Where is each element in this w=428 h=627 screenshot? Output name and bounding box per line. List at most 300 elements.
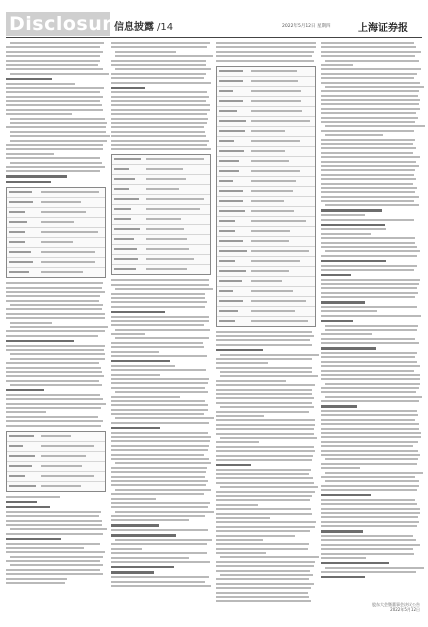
text-line [321, 499, 415, 501]
paragraph-heading [6, 175, 67, 177]
table-cell [146, 238, 187, 240]
table-cell [219, 270, 246, 272]
text-line [10, 556, 103, 558]
table-cell [219, 230, 235, 232]
table-cell [251, 90, 301, 92]
text-line [321, 130, 414, 132]
text-line [321, 454, 420, 456]
table-cell [251, 230, 290, 232]
text-line [6, 51, 103, 53]
text-line [216, 389, 312, 391]
table-cell [219, 180, 233, 182]
table-row [217, 67, 315, 77]
text-line [6, 291, 105, 293]
table-cell [41, 251, 95, 253]
text-line [111, 104, 210, 106]
text-line [216, 473, 309, 475]
paragraph-heading [321, 320, 353, 322]
table-cell [41, 241, 73, 243]
text-line [6, 100, 100, 102]
table-cell [219, 200, 243, 202]
table-cell [219, 250, 247, 252]
text-line [6, 362, 99, 364]
text-line [111, 440, 210, 442]
text-line [111, 284, 209, 286]
text-line [6, 403, 106, 405]
table-cell [9, 475, 25, 477]
table-cell [9, 271, 29, 273]
text-line [111, 581, 205, 583]
text-line [6, 282, 103, 284]
table-cell [219, 260, 235, 262]
text-line [321, 387, 419, 389]
text-line [111, 324, 204, 326]
text-line [111, 60, 206, 62]
table-cell [9, 251, 31, 253]
text-line [111, 82, 211, 84]
text-line [321, 400, 419, 402]
table-cell [9, 465, 32, 467]
text-line [111, 64, 206, 66]
text-line [115, 391, 208, 393]
text-line [321, 508, 420, 510]
table-row [7, 452, 105, 462]
text-line [321, 42, 414, 44]
text-line [111, 342, 203, 344]
text-line [10, 42, 104, 44]
table-row [112, 265, 210, 274]
table-cell [41, 485, 81, 487]
text-line [321, 200, 414, 202]
table-row [7, 472, 105, 482]
text-line [111, 404, 208, 406]
text-line [111, 557, 189, 559]
text-line [321, 553, 414, 555]
text-line [220, 486, 318, 488]
text-line [111, 77, 204, 79]
table-cell [9, 221, 27, 223]
table-cell [251, 80, 298, 82]
table-cell [146, 158, 204, 160]
text-line [10, 131, 106, 133]
text-line [111, 320, 209, 322]
text-line [216, 433, 314, 435]
table-cell [41, 221, 74, 223]
text-column-3 [216, 42, 316, 612]
table-cell [114, 268, 136, 270]
text-line [10, 384, 102, 386]
text-line [6, 547, 84, 549]
table-cell [9, 231, 25, 233]
text-line [216, 504, 258, 506]
text-line [321, 191, 415, 193]
paragraph-heading [321, 494, 371, 496]
table-cell [251, 300, 306, 302]
text-line [111, 346, 204, 348]
text-line [6, 330, 105, 332]
text-line [321, 77, 414, 79]
text-line [6, 569, 100, 571]
text-line [111, 109, 210, 111]
table-cell [219, 80, 243, 82]
text-line [216, 446, 314, 448]
text-line [10, 353, 105, 355]
text-line [111, 458, 209, 460]
text-line [111, 548, 142, 550]
text-line [321, 374, 420, 376]
text-line [220, 354, 319, 356]
table-cell [219, 210, 245, 212]
text-line [216, 548, 308, 550]
table-cell [146, 258, 194, 260]
text-line [111, 454, 204, 456]
page-number: /14 [157, 22, 174, 33]
table-cell [146, 198, 204, 200]
text-line [216, 380, 286, 382]
table-cell [146, 188, 179, 190]
table-cell [251, 170, 300, 172]
paragraph-heading [111, 311, 165, 313]
table-cell [146, 228, 184, 230]
table-cell [9, 455, 35, 457]
text-line [10, 358, 105, 360]
table-row [112, 205, 210, 215]
paragraph-heading [6, 501, 37, 503]
text-line [6, 511, 101, 513]
footer-line-1: 股东大会暨董事会决议公告 [372, 602, 420, 607]
table-cell [251, 270, 289, 272]
text-line [111, 46, 207, 48]
text-line [216, 411, 309, 413]
paragraph-heading [321, 562, 389, 564]
text-line [111, 148, 211, 150]
table-cell [114, 238, 134, 240]
text-line [321, 512, 420, 514]
table-cell [251, 100, 301, 102]
table-cell [251, 320, 308, 322]
text-line [6, 287, 102, 289]
text-line [321, 165, 419, 167]
text-line [111, 484, 206, 486]
text-line [6, 420, 103, 422]
table-row [7, 188, 105, 198]
table-row [217, 257, 315, 267]
text-line [111, 118, 208, 120]
text-line [321, 441, 418, 443]
disclosure-table [6, 187, 106, 278]
paragraph-heading [6, 181, 51, 183]
text-line [111, 279, 209, 281]
masthead [0, 0, 428, 36]
table-row [217, 217, 315, 227]
text-line [111, 400, 205, 402]
text-line [6, 308, 102, 310]
table-row [217, 157, 315, 167]
text-line [111, 576, 209, 578]
table-row [217, 137, 315, 147]
table-cell [251, 210, 294, 212]
text-line [216, 415, 264, 417]
text-line [6, 425, 101, 427]
table-cell [219, 140, 234, 142]
text-line [321, 55, 415, 57]
paragraph-heading [111, 427, 160, 429]
text-line [325, 567, 424, 569]
text-line [111, 113, 207, 115]
text-line [216, 521, 316, 523]
table-cell [114, 218, 131, 220]
paragraph-heading [111, 360, 170, 362]
text-line [111, 396, 180, 398]
table-row [217, 77, 315, 87]
text-line [216, 477, 313, 479]
text-line [111, 543, 207, 545]
text-line [6, 367, 101, 369]
table-row [217, 207, 315, 217]
text-line [111, 413, 204, 415]
text-line [321, 410, 417, 412]
text-line [321, 544, 420, 546]
table-cell [114, 178, 135, 180]
text-line [216, 491, 315, 493]
text-line [321, 152, 413, 154]
text-line [216, 455, 313, 457]
text-line [325, 325, 418, 327]
text-line [321, 557, 366, 559]
text-line [111, 382, 208, 384]
text-line [6, 582, 65, 584]
text-line [325, 396, 422, 398]
table-row [217, 267, 315, 277]
table-cell [146, 178, 186, 180]
table-cell [41, 435, 71, 437]
text-line [111, 374, 160, 376]
text-line [321, 467, 360, 469]
section-title-text: 信息披露 [114, 22, 154, 33]
text-line [321, 378, 420, 380]
paragraph-heading [6, 506, 50, 508]
text-line [216, 339, 310, 341]
text-line [115, 288, 213, 290]
table-cell [219, 90, 233, 92]
text-line [10, 118, 105, 120]
table-row [7, 248, 105, 258]
text-line [321, 356, 415, 358]
table-row [112, 235, 210, 245]
table-row [112, 255, 210, 265]
text-line [111, 91, 207, 93]
table-row [217, 247, 315, 257]
text-line [321, 68, 421, 70]
table-cell [9, 211, 25, 213]
text-column-4 [321, 42, 421, 612]
text-line [216, 419, 315, 421]
paragraph-heading [6, 340, 74, 342]
table-cell [251, 240, 289, 242]
table-cell [251, 250, 309, 252]
text-line [220, 574, 313, 576]
text-line [111, 369, 206, 371]
text-line [321, 539, 416, 541]
text-line [6, 157, 100, 159]
paragraph-heading [111, 571, 154, 573]
text-line [321, 445, 413, 447]
paragraph-heading [111, 87, 145, 89]
text-line [10, 122, 107, 124]
text-line [321, 352, 417, 354]
table-row [7, 268, 105, 277]
text-line [111, 432, 208, 434]
text-line [10, 564, 103, 566]
text-line [321, 187, 417, 189]
table-row [217, 117, 315, 127]
table-row [112, 155, 210, 165]
paragraph-heading [6, 78, 52, 80]
table-row [112, 165, 210, 175]
table-cell [41, 211, 86, 213]
text-line [111, 519, 189, 521]
text-line [111, 96, 209, 98]
text-line [115, 511, 214, 513]
table-cell [219, 120, 246, 122]
table-cell [219, 110, 237, 112]
text-line [321, 489, 417, 491]
text-line [321, 287, 417, 289]
text-line [321, 310, 377, 312]
table-cell [251, 160, 289, 162]
text-line [325, 60, 419, 62]
table-cell [9, 445, 23, 447]
text-line [6, 573, 103, 575]
text-line [111, 467, 207, 469]
text-line [6, 394, 100, 396]
table-row [112, 245, 210, 255]
text-line [10, 162, 102, 164]
text-line [321, 73, 417, 75]
text-line [111, 378, 209, 380]
text-line [115, 329, 210, 331]
paragraph-heading [321, 209, 382, 211]
table-cell [251, 180, 296, 182]
text-line [321, 370, 414, 372]
text-line [115, 489, 211, 491]
text-line [6, 335, 98, 337]
text-line [321, 279, 420, 281]
text-line [6, 46, 100, 48]
text-line [216, 469, 311, 471]
text-line [111, 502, 210, 504]
paragraph-heading [321, 301, 365, 303]
text-line [111, 293, 205, 295]
text-line [220, 406, 314, 408]
table-cell [41, 271, 83, 273]
table-cell [251, 310, 295, 312]
text-line [321, 117, 418, 119]
text-line [216, 335, 314, 337]
text-line [220, 375, 318, 377]
text-line [111, 409, 208, 411]
disclosure-table [111, 154, 211, 275]
text-line [6, 416, 98, 418]
paragraph-heading [321, 224, 385, 226]
table-cell [251, 260, 300, 262]
table-cell [219, 160, 239, 162]
text-line [216, 384, 315, 386]
text-line [6, 300, 99, 302]
text-line [325, 125, 425, 127]
text-line [321, 64, 353, 66]
text-line [321, 503, 417, 505]
table-row [217, 147, 315, 157]
text-line [6, 109, 103, 111]
text-line [216, 526, 315, 528]
text-line [321, 174, 414, 176]
text-line [216, 561, 315, 563]
text-line [325, 250, 420, 252]
text-line [111, 131, 205, 133]
text-line [216, 513, 312, 515]
text-line [10, 135, 110, 137]
table-cell [114, 248, 137, 250]
table-cell [41, 445, 94, 447]
text-line [321, 548, 413, 550]
table-cell [146, 218, 181, 220]
text-line [321, 391, 416, 393]
text-line [220, 371, 312, 373]
paragraph-heading [321, 405, 357, 407]
text-line [216, 60, 314, 62]
paragraph-heading [111, 524, 159, 526]
text-line [6, 313, 105, 315]
text-line [321, 139, 415, 141]
paragraph-heading [321, 274, 351, 276]
text-line [6, 295, 100, 297]
text-line [6, 87, 104, 89]
table-row [7, 432, 105, 442]
text-line [321, 521, 419, 523]
text-line [216, 535, 295, 537]
text-line [6, 578, 67, 580]
text-line [321, 283, 419, 285]
paragraph-heading [216, 464, 251, 466]
text-line [325, 480, 419, 482]
text-line [216, 402, 312, 404]
text-line [6, 144, 103, 146]
text-line [111, 387, 205, 389]
table-cell [41, 465, 82, 467]
table-cell [146, 208, 200, 210]
table-row [112, 175, 210, 185]
text-line [111, 480, 208, 482]
table-cell [41, 475, 94, 477]
table-row [217, 307, 315, 317]
text-line [6, 496, 60, 498]
text-line [6, 148, 103, 150]
text-line [321, 361, 417, 363]
text-line [321, 214, 365, 216]
text-line [321, 296, 415, 298]
text-line [325, 472, 423, 474]
text-line [216, 424, 315, 426]
text-line [111, 445, 209, 447]
text-line [6, 317, 105, 319]
table-cell [219, 290, 233, 292]
text-line [321, 315, 421, 317]
table-row [112, 225, 210, 235]
text-line [321, 423, 419, 425]
text-line [321, 99, 420, 101]
text-line [6, 64, 98, 66]
